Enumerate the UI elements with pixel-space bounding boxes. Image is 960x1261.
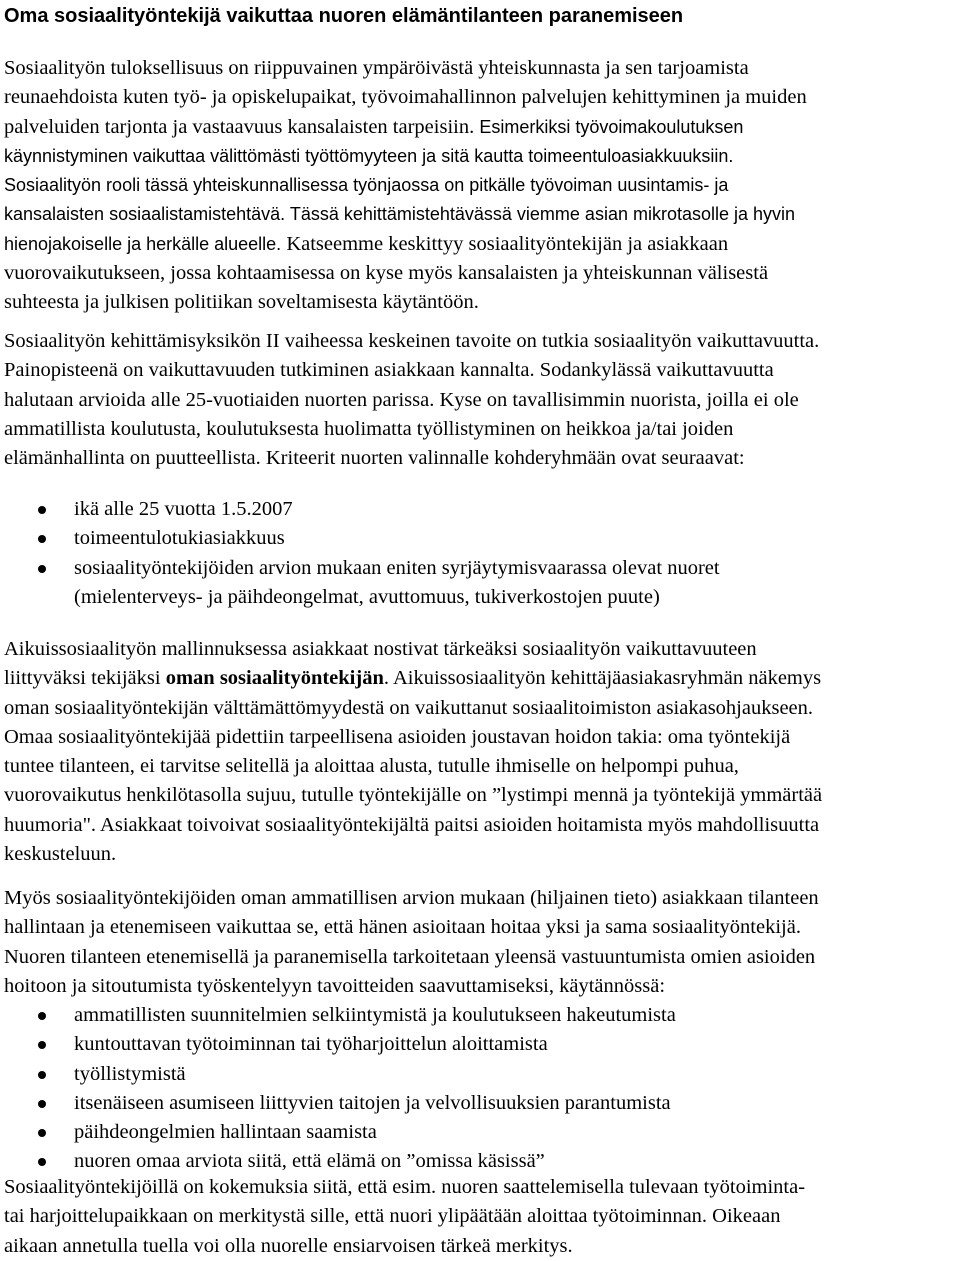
list-item-text: ammatillisten suunnitelmien selkiintymistä ja koulutukseen hakeutumista bbox=[74, 1004, 676, 1026]
text-line: tuntee tilanteen, ei tarvitse selitellä ja aloittaa alusta, tutulle ihmiselle on helpompi puhua, bbox=[4, 755, 739, 778]
text-line: kansalaisten sosiaalistamistehtävä. Tässä kehittämistehtävässä viemme asian mikrotasolle ja hyvin bbox=[4, 204, 796, 225]
text-line: Painopisteenä on vaikuttavuuden tutkiminen asiakkaan kannalta. Sodankylässä vaikuttavuutta bbox=[4, 359, 774, 382]
text-line: Myös sosiaalityöntekijöiden oman ammatillisen arvion mukaan (hiljainen tieto) asiakkaan tilanteen bbox=[4, 887, 819, 909]
list-item-text: itsenäiseen asumiseen liittyvien taitojen ja velvollisuuksien parantumista bbox=[74, 1091, 671, 1114]
list-item-text: kuntouttavan työtoiminnan tai työharjoittelun aloittamista bbox=[74, 1033, 548, 1056]
text-span: palveluiden tarjonta ja vastaavuus kansalaisten tarpeisiin. bbox=[4, 115, 475, 138]
text-line: vuorovaikutukseen, jossa kohtaamisessa on kyse myös kansalaisten ja yhteiskunnan välisestä bbox=[4, 262, 769, 285]
text-line: hallintaan ja etenemiseen vaikuttaa se, että hänen asioitaan hoitaa yksi ja sama sosiaalityöntekijä. bbox=[4, 916, 801, 939]
list-item-continuation bbox=[4, 583, 720, 612]
text-line bbox=[4, 664, 822, 693]
text-span: Esimerkiksi työvoimakoulutuksen bbox=[479, 116, 744, 137]
paragraph-own-worker bbox=[4, 635, 822, 869]
text-line: Nuoren tilanteen etenemisellä ja paranemisella tarkoitetaan yleensä vastuuntumista omien asioiden bbox=[4, 945, 816, 968]
criteria-list bbox=[4, 495, 720, 612]
text-line: Aikuissosiaalityön mallinnuksessa asiakkaat nostivat tärkeäksi sosiaalityön vaikuttavuuteen bbox=[4, 638, 757, 660]
paragraph-accompaniment bbox=[4, 1173, 805, 1261]
text-span: Katseemme keskittyy sosiaalityöntekijän ja asiakkaan bbox=[286, 232, 729, 255]
list-item-text: sosiaalityöntekijöiden arvion mukaan eniten syrjäytymisvaarassa olevat nuoret bbox=[74, 556, 720, 579]
text-line: Omaa sosiaalityöntekijää pidettiin tarpeellisena asioiden joustavan hoidon takia: oma työntekijä bbox=[4, 725, 791, 748]
list-item bbox=[4, 1001, 676, 1030]
bullet-icon bbox=[38, 1158, 46, 1166]
text-line: tai harjoittelupaikkaan on merkitystä sille, että nuori ylipäätään aloittaa työtoiminnan. Oikeaan bbox=[4, 1205, 781, 1228]
list-item bbox=[4, 554, 720, 583]
text-line: Sosiaalityöntekijöillä on kokemuksia siitä, että esim. nuoren saattelemisella tulevaan työtoiminta- bbox=[4, 1176, 806, 1198]
list-item-text: ikä alle 25 vuotta 1.5.2007 bbox=[74, 498, 293, 520]
text-line: reunaehdoista kuten työ- ja opiskelupaikat, työvoimahallinnon palvelujen kehittyminen ja muiden bbox=[4, 86, 807, 109]
text-line: elämänhallinta on puutteellista. Kriteerit nuorten valinnalle kohderyhmään ovat seuraavat: bbox=[4, 447, 745, 470]
list-item-text: (mielenterveys- ja päihdeongelmat, avuttomuus, tukiverkostojen puute) bbox=[74, 585, 660, 608]
text-line: hoitoon ja sitoutumista työskentelyyn tavoitteiden saavuttamiseksi, käytännössä: bbox=[4, 974, 666, 997]
text-line: vuorovaikutus henkilötasolla sujuu, tutulle työntekijälle on ”lystimpi mennä ja työntekijä ymmärtää bbox=[4, 784, 823, 807]
text-span: hienojakoiselle ja herkälle alueelle. bbox=[4, 233, 282, 254]
text-line bbox=[4, 230, 807, 259]
text-line: aikaan annetulla tuella voi olla nuorelle ensiarvoisen tärkeä merkitys. bbox=[4, 1234, 573, 1257]
paragraph-progress bbox=[4, 884, 819, 1001]
list-item-text: toimeentulotukiasiakkuus bbox=[74, 527, 285, 550]
list-item bbox=[4, 1118, 676, 1147]
bullet-icon bbox=[38, 1071, 46, 1079]
list-item bbox=[4, 495, 720, 524]
list-item bbox=[4, 1089, 676, 1118]
text-line bbox=[4, 113, 807, 142]
bullet-icon bbox=[38, 506, 46, 514]
list-item-text: työllistymistä bbox=[74, 1062, 186, 1085]
bullet-icon bbox=[38, 1100, 46, 1108]
text-line: keskusteluun. bbox=[4, 843, 117, 866]
text-line: käynnistyminen vaikuttaa välittömästi työttömyyteen ja sitä kautta toimeentuloasiakkuuksiin. bbox=[4, 145, 734, 166]
list-item bbox=[4, 1060, 676, 1089]
text-line: ammatillista koulutusta, koulutuksesta huolimatta työllistyminen on heikkoa ja/tai joiden bbox=[4, 417, 734, 440]
paragraph-context bbox=[4, 54, 807, 318]
bullet-icon bbox=[38, 1041, 46, 1049]
list-item bbox=[4, 1030, 676, 1059]
text-line: Sosiaalityön kehittämisyksikön II vaiheessa keskeinen tavoite on tutkia sosiaalityön vaikuttavuutta. bbox=[4, 330, 820, 352]
bullet-icon bbox=[38, 1129, 46, 1137]
text-line: oman sosiaalityöntekijän välttämättömyydestä on vaikuttanut sosiaalitoimiston asiakasohjaukseen. bbox=[4, 696, 814, 719]
emphasis-text: oman sosiaalityöntekijän bbox=[165, 667, 384, 690]
text-line: Sosiaalityön rooli tässä yhteiskunnallisessa työnjaossa on pitkälle työvoiman uusintamis- ja bbox=[4, 175, 729, 196]
text-line: suhteesta ja julkisen politiikan soveltamisesta käytäntöön. bbox=[4, 291, 479, 314]
paragraph-goal bbox=[4, 327, 819, 473]
text-line: Sosiaalityön tuloksellisuus on riippuvainen ympäröivästä yhteiskunnasta ja sen tarjoamista bbox=[4, 57, 749, 79]
page-title: Oma sosiaalityöntekijä vaikuttaa nuoren elämäntilanteen paranemiseen bbox=[4, 5, 684, 27]
bullet-icon bbox=[38, 535, 46, 543]
list-item-text: nuoren omaa arviota siitä, että elämä on ”omissa käsissä” bbox=[74, 1150, 545, 1173]
list-item-text: päihdeongelmien hallintaan saamista bbox=[74, 1121, 377, 1144]
text-span: . Aikuissosiaalityön kehittäjäasiakasryhmän näkemys bbox=[383, 667, 822, 690]
text-line: halutaan arvioida alle 25-vuotiaiden nuorten parissa. Kyse on tavallisimmin nuorista, joilla ei ole bbox=[4, 388, 799, 411]
practices-list bbox=[4, 1001, 676, 1177]
text-line: huumoria". Asiakkaat toivoivat sosiaalityöntekijältä paitsi asioiden hoitamista myös mahdollisuutta bbox=[4, 813, 820, 836]
bullet-icon bbox=[38, 1012, 46, 1020]
bullet-icon bbox=[38, 565, 46, 573]
text-span: liittyväksi tekijäksi bbox=[4, 667, 161, 690]
list-item bbox=[4, 524, 720, 553]
